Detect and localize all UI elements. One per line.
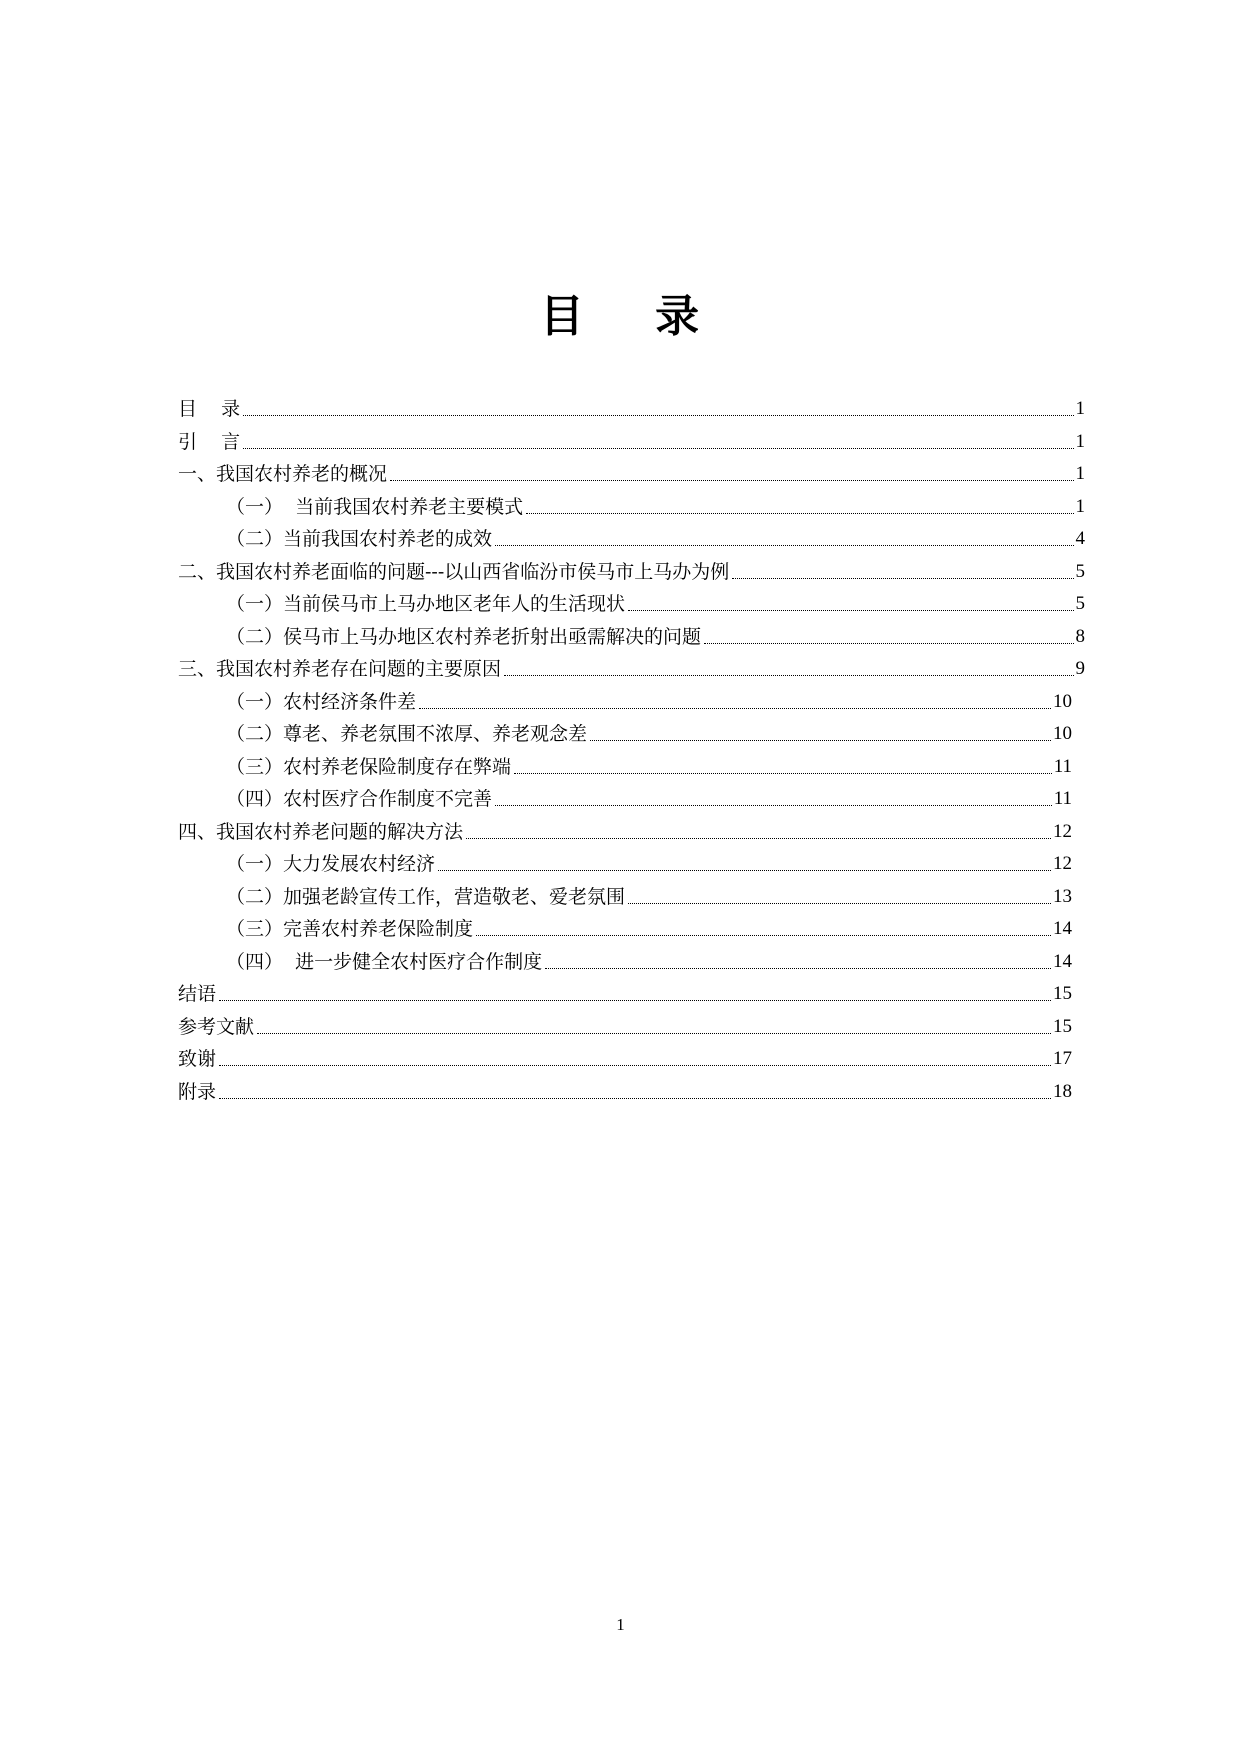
toc-entry-page-number: 10 — [1053, 723, 1072, 744]
toc-dot-leader — [219, 1064, 1051, 1066]
toc-entry[interactable] — [226, 521, 1085, 551]
toc-dot-leader — [219, 999, 1051, 1001]
toc-entry-page-number: 17 — [1053, 1048, 1072, 1069]
toc-entry-label: 四、我国农村养老问题的解决方法 — [178, 820, 464, 843]
toc-entry-page-number: 14 — [1053, 950, 1072, 972]
toc-entry[interactable] — [226, 716, 1072, 746]
toc-entry-label: （二）侯马市上马办地区农村养老折射出亟需解决的问题 — [226, 625, 702, 648]
toc-entry-page-number: 18 — [1053, 1080, 1072, 1102]
toc-entry[interactable] — [226, 586, 1085, 616]
toc-entry-label: 三、我国农村养老存在问题的主要原因 — [178, 658, 502, 680]
toc-dot-leader — [390, 479, 1073, 481]
toc-entry[interactable] — [178, 814, 1072, 844]
toc-entry-label: （一） 当前我国农村养老主要模式 — [226, 495, 524, 518]
toc-entry[interactable] — [178, 651, 1085, 681]
toc-entry-label: 一、我国农村养老的概况 — [178, 463, 388, 485]
toc-entry-page-number: 1 — [1075, 398, 1085, 419]
toc-entry[interactable] — [226, 879, 1072, 909]
toc-dot-leader — [495, 544, 1073, 546]
toc-entry[interactable] — [226, 749, 1072, 779]
toc-entry-label: 参考文献 — [178, 1015, 255, 1038]
toc-entry[interactable] — [178, 424, 1085, 454]
toc-entry-label: （二）尊老、养老氛围不浓厚、养老观念差 — [226, 723, 588, 745]
toc-dot-leader — [628, 609, 1073, 611]
toc-entry-page-number: 12 — [1053, 820, 1072, 842]
toc-entry[interactable] — [226, 781, 1072, 811]
toc-entry-page-number: 1 — [1075, 463, 1085, 484]
toc-entry-label: （四） 进一步健全农村医疗合作制度 — [226, 950, 543, 973]
toc-entry-page-number: 11 — [1053, 755, 1072, 777]
toc-entry-label: （三）完善农村养老保险制度 — [226, 918, 474, 940]
page-number: 1 — [616, 1615, 625, 1634]
toc-dot-leader — [628, 902, 1051, 904]
toc-dot-leader — [438, 869, 1051, 871]
toc-entry-label: 二、我国农村养老面临的问题---以山西省临汾市侯马市上马办为例 — [178, 560, 730, 583]
toc-dot-leader — [495, 804, 1052, 806]
toc-entry-page-number: 5 — [1075, 593, 1085, 614]
toc-entry-label: （一）大力发展农村经济 — [226, 853, 436, 875]
toc-entry[interactable] — [226, 684, 1072, 714]
toc-entry-label: （四）农村医疗合作制度不完善 — [226, 788, 493, 810]
toc-entry-page-number: 10 — [1053, 690, 1072, 712]
toc-dot-leader — [514, 772, 1052, 774]
toc-entry-page-number: 9 — [1075, 658, 1085, 679]
toc-dot-leader — [219, 1097, 1051, 1099]
toc-entry[interactable] — [226, 944, 1072, 974]
toc-dot-leader — [504, 674, 1073, 676]
toc-entry[interactable] — [226, 489, 1085, 519]
toc-entry-page-number: 5 — [1075, 560, 1085, 582]
toc-entry-label: 附录 — [178, 1080, 217, 1103]
page-title: 目 录 — [539, 291, 702, 342]
toc-entry[interactable] — [178, 456, 1085, 486]
toc-entry-label: （一）农村经济条件差 — [226, 690, 417, 713]
toc-entry[interactable] — [226, 619, 1085, 649]
toc-entry[interactable] — [178, 976, 1072, 1006]
toc-entry[interactable] — [178, 1074, 1072, 1104]
toc-entry-label: （三）农村养老保险制度存在弊端 — [226, 755, 512, 778]
toc-entry-page-number: 1 — [1075, 430, 1085, 452]
toc-entry[interactable] — [226, 911, 1072, 941]
toc-entry-page-number: 15 — [1053, 983, 1072, 1004]
toc-entry-page-number: 13 — [1053, 885, 1072, 907]
toc-entry[interactable] — [178, 554, 1085, 584]
toc-entry-page-number: 4 — [1075, 528, 1085, 549]
toc-entry-label: 目 录 — [178, 398, 241, 420]
toc-dot-leader — [732, 577, 1073, 579]
toc-entry-label: （一）当前侯马市上马办地区老年人的生活现状 — [226, 593, 626, 615]
toc-entry-label: （二）加强老龄宣传工作，营造敬老、爱老氛围 — [226, 885, 626, 908]
toc-dot-leader — [545, 967, 1051, 969]
toc-entry[interactable] — [178, 391, 1085, 421]
toc-entry-label: 致谢 — [178, 1048, 217, 1070]
toc-dot-leader — [243, 447, 1073, 449]
toc-dot-leader — [476, 934, 1051, 936]
toc-entry-label: 结语 — [178, 983, 217, 1005]
toc-entry[interactable] — [226, 846, 1072, 876]
toc-entry-page-number: 11 — [1053, 788, 1072, 809]
toc-entry-page-number: 8 — [1075, 625, 1085, 647]
toc-dot-leader — [526, 512, 1073, 514]
toc-entry-label: （二）当前我国农村养老的成效 — [226, 528, 493, 550]
toc-entry-label: 引 言 — [178, 430, 241, 453]
toc-entry-page-number: 14 — [1053, 918, 1072, 939]
toc-entry-page-number: 12 — [1053, 853, 1072, 874]
toc-dot-leader — [243, 414, 1073, 416]
toc-dot-leader — [590, 739, 1051, 741]
toc-entry-page-number: 1 — [1075, 495, 1085, 517]
toc-dot-leader — [257, 1032, 1051, 1034]
toc-dot-leader — [466, 837, 1051, 839]
toc-entry-page-number: 15 — [1053, 1015, 1072, 1037]
toc-dot-leader — [419, 707, 1051, 709]
toc-dot-leader — [704, 642, 1073, 644]
toc-entry[interactable] — [178, 1041, 1072, 1071]
toc-entry[interactable] — [178, 1009, 1072, 1039]
